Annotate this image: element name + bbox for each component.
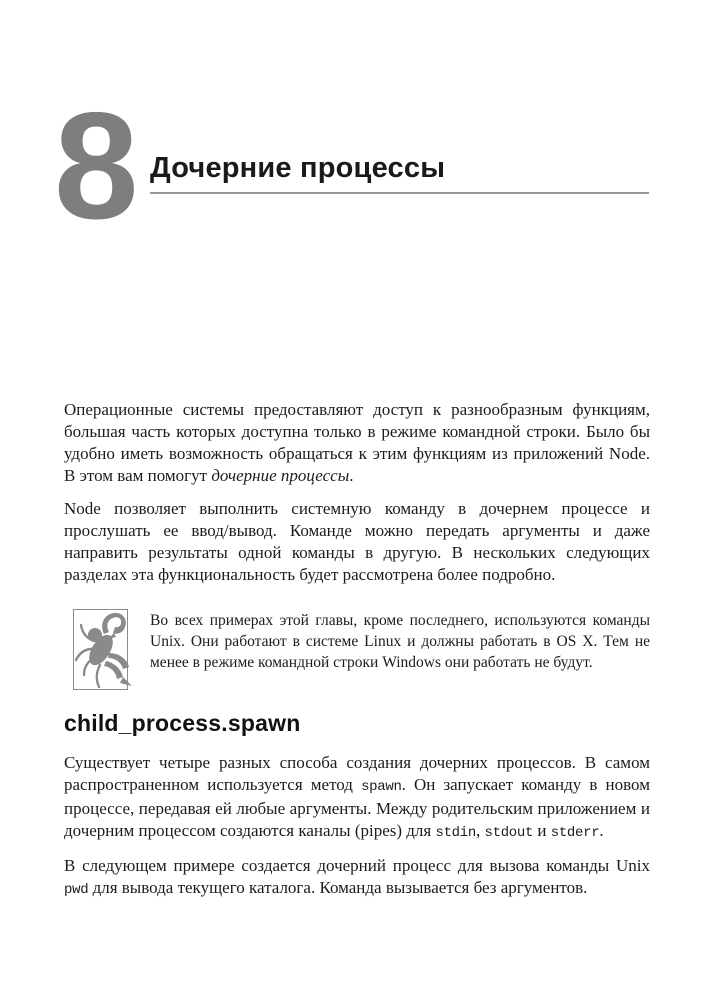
emphasis-text: дочерние процессы [211,466,350,485]
intro-paragraph-1 [64,399,650,487]
paragraph-text: . [599,821,604,840]
inline-code: spawn [361,779,402,795]
chapter-title: Дочерние процессы [150,152,446,184]
paragraph-text: Операционные системы предоставляют доступ к разнообразным функциям, большая часть которых доступна только в режиме командной строки. Было бы удобно иметь возможность обращаться к этим функциям из приложений Node. В этом вам помогут [64,400,650,485]
inline-code: stdout [484,825,534,841]
intro-paragraph-2: Node позволяет выполнить системную команду в дочернем процессе и прослушать ее ввод/вывод. Команде можно передать аргументы и даже направить результаты одной команды в другую. В нескольких следующих разделах эта функциональность будет рассмотрена более подробно. [64,499,650,584]
paragraph-text: для вывода текущего каталога. Команда вызывается без аргументов. [88,878,588,897]
page-body [64,399,650,912]
note-text: Во всех примерах этой главы, кроме последнего, используются команды Unix. Они работают в системе Linux и должны работать в OS X. Тем не менее в режиме командной строки Windows они работать не будут. [150,612,650,671]
paragraph-text: . Он запускает команду в новом процессе, передавая ей любые аргументы. Между родительским приложением и дочерним процессом создаются каналы (pipes) для [64,775,650,840]
paragraph-text: Существует четыре разных способа создания дочерних процессов. В самом распространенном используется метод [64,753,650,794]
paragraph-text: В следующем примере создается дочерний процесс для вызова команды Unix [64,856,650,875]
section-paragraph-2 [64,855,650,901]
scorpion-icon [73,609,128,690]
paragraph-text: . [349,466,354,485]
warning-note [64,609,650,690]
chapter-title-rule [150,192,649,194]
section-heading: child_process.spawn [64,710,301,736]
paragraph-text: и [533,821,551,840]
chapter-number: 8 [54,81,136,251]
inline-code: pwd [64,882,89,898]
section-paragraph-1 [64,752,650,844]
inline-code: stderr [550,825,600,841]
inline-code: stdin [435,825,476,841]
paragraph-text: , [476,821,485,840]
